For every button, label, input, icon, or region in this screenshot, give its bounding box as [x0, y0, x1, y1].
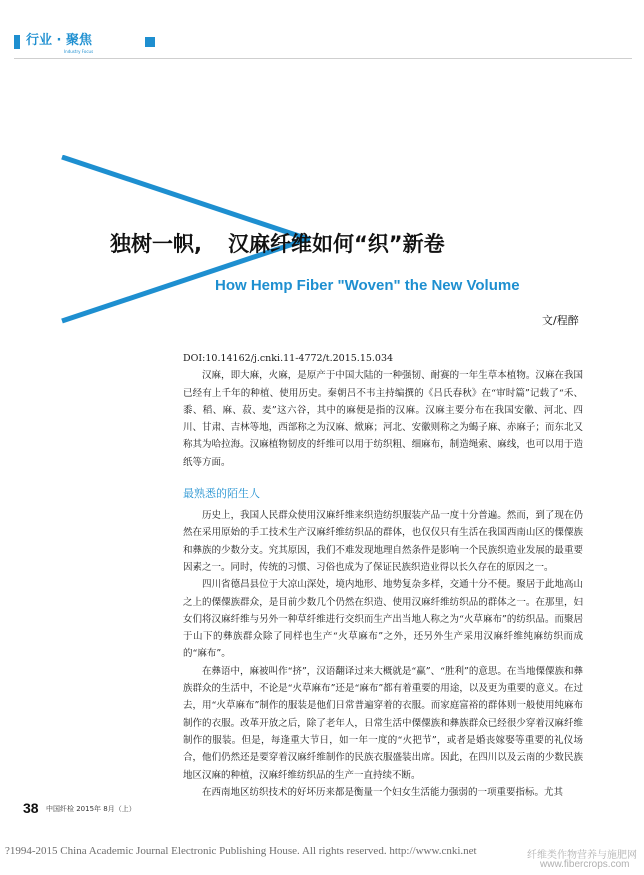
article-body: [183, 350, 583, 801]
header-accent-square: [145, 37, 155, 47]
title-part2: 汉麻纤维如何“织”新卷: [227, 232, 445, 256]
journal-info: 中国纤检 2015年 8月（上）: [46, 805, 136, 813]
section-heading: 最熟悉的陌生人: [183, 487, 260, 501]
header-accent-bar: [14, 35, 20, 49]
intro-paragraph: 汉麻，即大麻，火麻，是原产于中国大陆的一种强韧、耐赛的一年生草本植物。汉麻在我国已经有上千年的种植、使用历史。秦朝吕不韦主持编撰的《吕氏春秋》在“审时篇”记载了“禾、黍、稻、麻、菽、麦”这六谷，其中的麻便是指的汉麻。汉麻主要分布在我国安徽、河北、四川、甘肃、吉林等地，西部称之为汉麻、焮麻；河北、安徽则称之为蝎子麻、赤麻子；而东北又称其为哈拉海。汉麻植物韧皮的纤维可以用于纺织粗、细麻布，制造绳索、麻线，也可以用于造纸等方面。: [183, 370, 583, 468]
title-part1: 独树一帜,: [110, 232, 202, 256]
article-title: [110, 230, 445, 258]
author-byline: 文/程醉: [542, 314, 579, 327]
page-number: 38: [23, 800, 39, 816]
watermark-url: www.fibercrops.com: [540, 859, 630, 870]
article-title-en: How Hemp Fiber "Woven" the New Volume: [215, 277, 520, 294]
body-paragraph: 四川省德昌县位于大凉山深处，境内地形、地势复杂多样，交通十分不便。聚居于此地高山之上的傈僳族群众，是目前少数几个仍然在织造、使用汉麻纤维纺织品的群体之一。在那里，妇女们将汉麻纤维与另外一种草纤维进行交织而生产出当地人称之为“火草麻布”的纺织品。而聚居于山下的彝族群众除了同样也生产“火草麻布”之外，还另外生产采用汉麻纤维纯麻纺织而成的“麻布”。: [183, 579, 583, 660]
body-paragraph: 在西南地区纺织技术的好坏历来都是衡量一个妇女生活能力强弱的一项重要指标。尤其: [202, 786, 564, 798]
header-rule: [14, 58, 632, 59]
section-subtitle-en: Industry Focus: [64, 49, 94, 54]
section-title: 行业 · 聚焦: [26, 33, 92, 48]
body-paragraph: 在彝语中，麻被叫作“挤”，汉语翻译过来大概就是“赢”、“胜利”的意思。在当地傈僳族和彝族群众的生活中，不论是“火草麻布”还是“麻布”都有着重要的用途，以及更为重要的意义。在过去，用“火草麻布”制作的服装是他们日常普遍穿着的衣服。而家庭富裕的群体则一般使用纯麻布制作的衣服。改革开放之后，除了老年人，日常生活中傈僳族和彝族群众已经很少穿着汉麻纤维制作的服装。但是，每逢重大节日，如一年一度的“火把节”，或者是婚丧嫁娶等重要的礼仪场合，他们仍然还是要穿着汉麻纤维制作的民族衣服盛装出席。因此，在四川以及云南的少数民族地区汉麻的种植，汉麻纤维纺织品的生产一直持续不断。: [183, 665, 583, 781]
section-header: [14, 33, 214, 57]
doi-line: DOI:10.14162/j.cnki.11-4772/t.2015.15.034: [183, 353, 394, 364]
copyright-line: ?1994-2015 China Academic Journal Electronic Publishing House. All rights reserved. http://www.cnki.net: [5, 845, 477, 857]
body-paragraph: 历史上，我国人民群众使用汉麻纤维来织造纺织服装产品一度十分普遍。然而，到了现在仍然在采用原始的手工技术生产汉麻纤维纺织品的群体，也仅仅只有生活在我国西南山区的傈僳族和彝族的少数分支。究其原因，我们不难发现地理自然条件是影响一个民族织造业发展的最重要因素之一。同时，传统的习惯、习俗也成为了保证民族织造业得以长久存在的原因之一。: [183, 510, 583, 573]
watermark-text: 纤维类作物营养与施肥网: [527, 850, 637, 861]
